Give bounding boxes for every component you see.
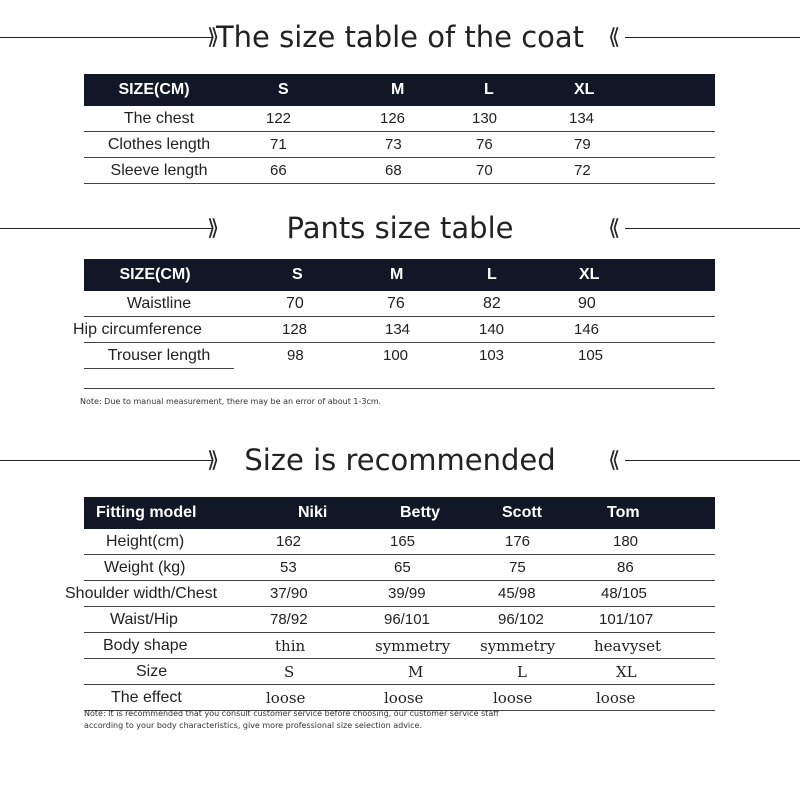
table-cell: 70 [439, 158, 534, 184]
table-cell: 71 [234, 132, 344, 158]
table-row [84, 317, 715, 343]
table-row [84, 581, 715, 607]
table-cell: 48/105 [581, 581, 715, 607]
table-cell: 128 [234, 317, 344, 343]
table-header-row [84, 74, 715, 106]
table-cell: heavyset [581, 633, 715, 659]
table-header-row [84, 497, 715, 529]
table-cell: 78/92 [256, 607, 372, 633]
table-cell: thin [256, 633, 372, 659]
table-cell: loose [581, 685, 715, 711]
header-cell: L [439, 259, 534, 291]
double-left-chevron-icon: ⟪ [608, 24, 621, 49]
header-rule-right [625, 37, 800, 38]
table-cell: loose [372, 685, 480, 711]
row-label: Size [84, 659, 256, 685]
row-label: Weight (kg) [84, 555, 256, 581]
table-cell: 73 [344, 132, 439, 158]
header-cell: Scott [480, 497, 581, 529]
header-cell: Niki [256, 497, 372, 529]
row-label: Clothes length [84, 132, 234, 158]
table-cell: 162 [256, 529, 372, 555]
table-cell: 76 [439, 132, 534, 158]
header-cell: Tom [581, 497, 715, 529]
table-cell: 180 [581, 529, 715, 555]
table-cell: 96/101 [372, 607, 480, 633]
pants-size-table [73, 259, 715, 369]
header-cell: Betty [372, 497, 480, 529]
table-row [84, 158, 715, 184]
table-row [84, 633, 715, 659]
pants-table-bottom-rule [84, 388, 715, 389]
header-cell: S [234, 74, 344, 106]
coat-size-table [84, 74, 715, 184]
table-cell: 126 [344, 106, 439, 132]
table-row [84, 343, 715, 369]
table-cell: 45/98 [480, 581, 581, 607]
table-row [84, 106, 715, 132]
table-cell: 37/90 [256, 581, 372, 607]
table-cell: S [256, 659, 372, 685]
row-label: Hip circumference [73, 317, 223, 343]
recommend-size-table [65, 497, 715, 711]
double-right-chevron-icon: ⟫ [207, 447, 220, 472]
table-cell: 96/102 [480, 607, 581, 633]
table-cell: M [372, 659, 480, 685]
row-label: Sleeve length [84, 158, 234, 184]
header-cell: SIZE(CM) [84, 74, 234, 106]
table-cell: 53 [256, 555, 372, 581]
header-cell: Fitting model [84, 497, 256, 529]
table-header-row [84, 259, 715, 291]
recommend-section-header [0, 440, 800, 480]
table-cell: 103 [479, 347, 505, 365]
pants-table-title: Pants size table [286, 211, 514, 245]
row-label: Shoulder width/Chest [65, 581, 237, 607]
recommend-note [84, 708, 499, 732]
table-row [84, 291, 715, 317]
table-cell: 90 [534, 291, 715, 317]
header-cell: XL [534, 259, 715, 291]
table-cell: 70 [234, 291, 344, 317]
table-cell: L [480, 659, 581, 685]
pants-measurement-note: Note: Due to manual measurement, there may be an error of about 1-3cm. [80, 397, 382, 406]
row-label: The chest [84, 106, 234, 132]
table-cell: symmetry [372, 633, 480, 659]
header-cell: L [439, 74, 534, 106]
table-row [84, 555, 715, 581]
double-left-chevron-icon: ⟪ [608, 447, 621, 472]
table-cell: 82 [439, 291, 534, 317]
header-cell: S [234, 259, 344, 291]
table-cell: 140 [439, 317, 534, 343]
table-row [84, 529, 715, 555]
header-rule-right [625, 460, 800, 461]
row-label: Height(cm) [84, 529, 256, 555]
row-label: Body shape [84, 633, 256, 659]
row-label: The effect [84, 685, 256, 711]
table-cell: 165 [372, 529, 480, 555]
table-row [84, 607, 715, 633]
table-cell: 134 [344, 317, 439, 343]
table-cell: 72 [534, 158, 715, 184]
header-cell: M [344, 259, 439, 291]
header-cell: SIZE(CM) [84, 259, 234, 291]
recommend-note-line: Note: It is recommended that you consult customer service before choosing, our customer service staff [84, 709, 499, 718]
row-label: Trouser length [84, 343, 234, 369]
row-label: Waistline [84, 291, 234, 317]
table-cell: 100 [383, 347, 409, 365]
table-cell: 66 [234, 158, 344, 184]
coat-section-header [0, 17, 800, 57]
table-cell: 76 [344, 291, 439, 317]
double-right-chevron-icon: ⟫ [207, 215, 220, 240]
pants-section-header [0, 208, 800, 248]
table-cell: 176 [480, 529, 581, 555]
table-row [84, 659, 715, 685]
table-cell: XL [581, 659, 715, 685]
table-cell: 122 [234, 106, 344, 132]
header-cell: XL [534, 74, 715, 106]
coat-table-title: The size table of the coat [215, 20, 585, 54]
header-cell: M [344, 74, 439, 106]
table-cell: 39/99 [372, 581, 480, 607]
table-cell: 146 [534, 317, 715, 343]
recommend-note-line: according to your body characteristics, give more professional size selection advice. [84, 721, 423, 730]
table-cell: loose [480, 685, 581, 711]
table-row [84, 132, 715, 158]
header-rule-right [625, 228, 800, 229]
table-cell: loose [256, 685, 372, 711]
double-left-chevron-icon: ⟪ [608, 215, 621, 240]
table-cell: symmetry [480, 633, 581, 659]
table-cell: 105 [578, 347, 604, 365]
table-cell: 98 [287, 347, 304, 365]
table-cell: 86 [581, 555, 715, 581]
table-cell: 68 [344, 158, 439, 184]
double-right-chevron-icon: ⟫ [207, 24, 220, 49]
table-cell: 65 [372, 555, 480, 581]
table-row [84, 685, 715, 711]
table-cell: 75 [480, 555, 581, 581]
table-cell: 130 [439, 106, 534, 132]
row-label: Waist/Hip [84, 607, 256, 633]
table-cell: 101/107 [581, 607, 715, 633]
table-cell: 79 [534, 132, 715, 158]
table-cell: 134 [534, 106, 715, 132]
recommend-table-title: Size is recommended [244, 443, 556, 477]
